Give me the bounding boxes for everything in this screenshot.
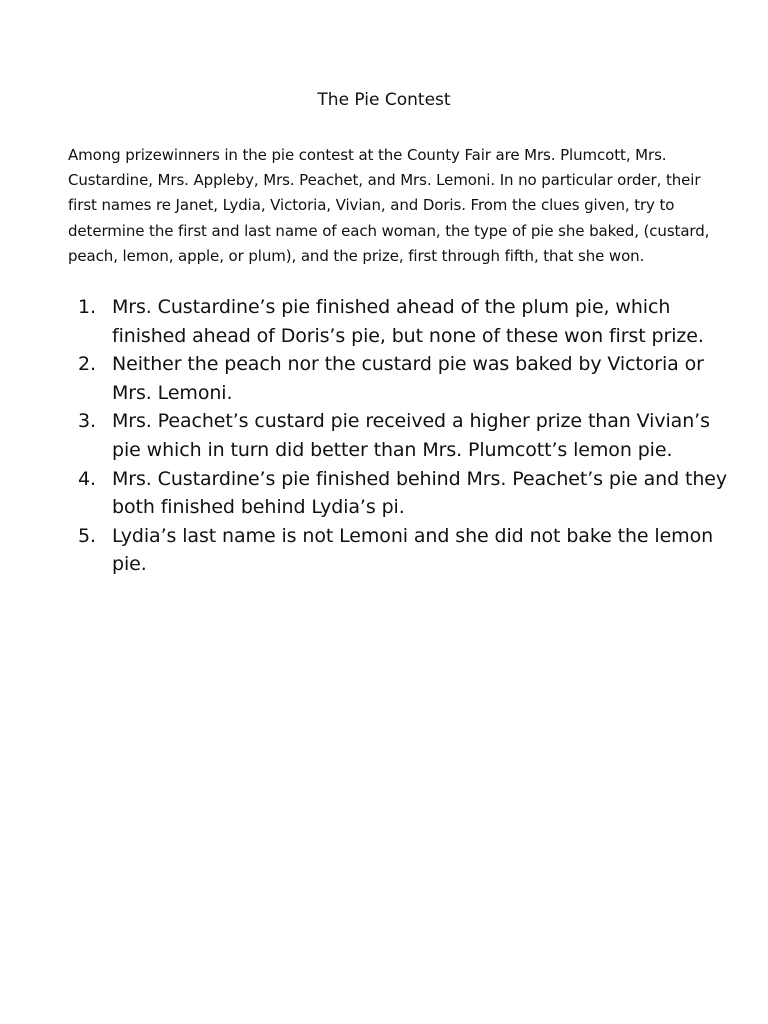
clue-item (78, 465, 738, 522)
clue-number: 1. (78, 296, 96, 318)
document-title: The Pie Contest (317, 90, 451, 110)
clue-text: Mrs. Custardine’s pie finished ahead of the plum pie, which finished ahead of Doris’s pie, but none of these won first prize. (112, 296, 704, 347)
clue-list (78, 293, 738, 579)
clue-text: Neither the peach nor the custard pie was baked by Victoria or Mrs. Lemoni. (112, 353, 704, 404)
clue-item (78, 522, 738, 579)
clue-item (78, 407, 738, 464)
clue-text: Mrs. Peachet’s custard pie received a higher prize than Vivian’s pie which in turn did better than Mrs. Plumcott’s lemon pie. (112, 410, 710, 461)
clue-number: 5. (78, 524, 96, 547)
intro-paragraph: Among prizewinners in the pie contest at the County Fair are Mrs. Plumcott, Mrs. Custardine, Mrs. Appleby, Mrs. Peachet, and Mrs. Lemoni. In no particular order, their first names re Janet, Lydia, Victoria, Vivian, and Doris. From the clues given, try to determine the first and last name of each woman, the type of pie she baked, (custard, peach, lemon, apple, or plum), and the prize, first through fifth, that she won. (68, 146, 710, 265)
clue-item (78, 293, 738, 350)
clue-text: Mrs. Custardine’s pie finished behind Mrs. Peachet’s pie and they both finished behind Lydia’s pi. (112, 467, 727, 519)
clue-number: 3. (78, 410, 96, 433)
clue-number: 4. (78, 467, 96, 490)
clue-text: Lydia’s last name is not Lemoni and she did not bake the lemon pie. (112, 524, 714, 576)
clue-item (78, 350, 738, 407)
clue-number: 2. (78, 353, 96, 376)
